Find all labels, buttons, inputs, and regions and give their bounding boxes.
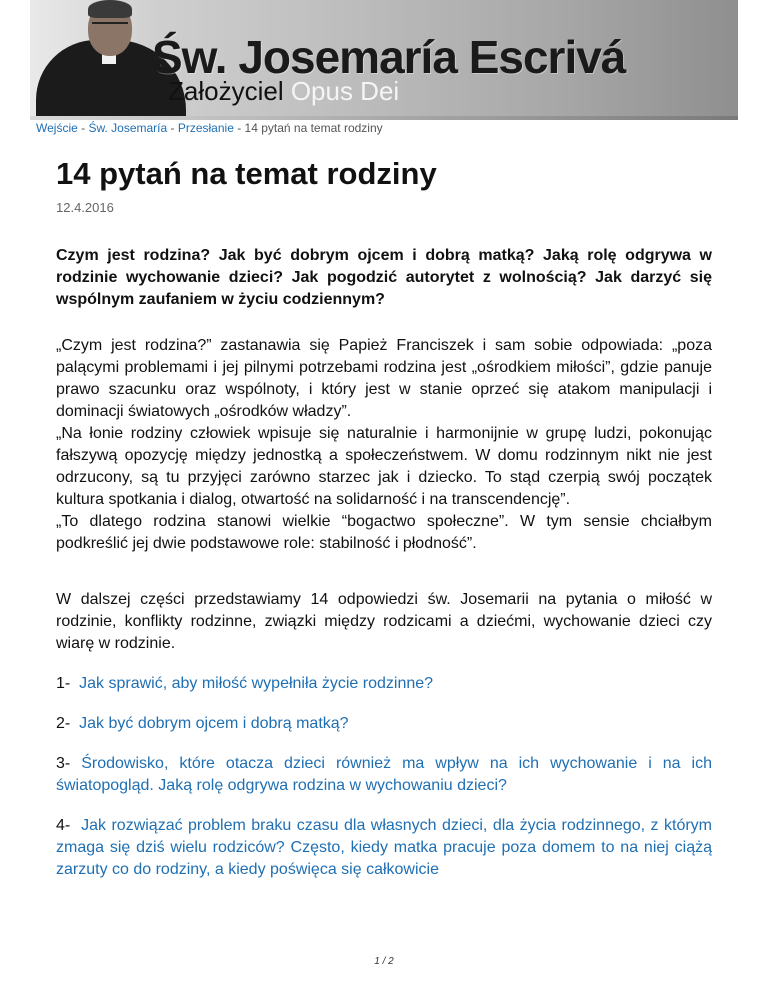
quote-paragraph: „Na łonie rodziny człowiek wpisuje się naturalnie i harmonijnie w grupę ludzi, pokonując fałszywą opozycję między jednostką a społeczeństwem. W domu rodzinnym nikt nie jest odrzucony, są tu przyjęci zarówno starzec jak i dziecko. To stąd czerpią swój początek kultura spotkania i dialog, otwartość na solidarność i na transcendencję”. bbox=[56, 425, 712, 508]
question-link-1[interactable]: Jak sprawić, aby miłość wypełniła życie rodzinne? bbox=[79, 675, 434, 692]
breadcrumb-home-link[interactable]: Wejście bbox=[36, 121, 78, 135]
pope-quote bbox=[56, 335, 712, 555]
question-item: 3- Środowisko, które otacza dzieci również ma wpływ na ich wychowanie i na ich światopogląd. Jaką rolę odgrywa rodzina w wychowaniu dzieci? bbox=[56, 755, 712, 794]
site-subtitle: Założyciel Opus Dei bbox=[168, 76, 400, 106]
page-title: 14 pytań na temat rodziny bbox=[56, 156, 437, 191]
quote-paragraph: „Czym jest rodzina?” zastanawia się Papież Franciszek i sam sobie odpowiada: „poza palącymi problemami i jej pilnymi potrzebami rodzina jest „ośrodkiem miłości”, gdzie panuje prawo szacunku oraz wspólnoty, i który jest w stanie oprzeć się atakom manipulacji i dominacji światowych „ośrodków władzy”. bbox=[56, 337, 712, 420]
question-link-4[interactable]: Jak rozwiązać problem braku czasu dla własnych dzieci, dla życia rodzinnego, z którym zmaga się dziś wielu rodziców? Często, kiedy matka pracuje poza domem to na niej ciążą zarzuty co do rodziny, a kiedy poświęca się całkowicie bbox=[56, 817, 713, 878]
question-link-2[interactable]: Jak być dobrym ojcem i dobrą matką? bbox=[79, 715, 349, 732]
question-item: 4- Jak rozwiązać problem braku czasu dla własnych dzieci, dla życia rodzinnego, z którym zmaga się dziś wielu rodziców? Często, kiedy matka pracuje poza domem to na niej ciążą zarzuty co do rodziny, a kiedy poświęca się całkowicie bbox=[56, 817, 713, 878]
article-date: 12.4.2016 bbox=[56, 200, 114, 215]
header-banner bbox=[30, 0, 738, 116]
breadcrumb-message-link[interactable]: Przesłanie bbox=[177, 121, 234, 135]
quote-paragraph: „To dlatego rodzina stanowi wielkie “bogactwo społeczne”. W tym sensie chciałbym podkreślić jej dwie podstawowe role: stabilność i płodność”. bbox=[56, 513, 712, 552]
question-item: 1- Jak sprawić, aby miłość wypełniła życie rodzinne? bbox=[56, 675, 434, 692]
site-title[interactable]: Św. Josemaría Escrivá bbox=[152, 31, 626, 83]
article-lead: Czym jest rodzina? Jak być dobrym ojcem i dobrą matką? Jaką rolę odgrywa w rodzinie wychowanie dzieci? Jak pogodzić autorytet z wolnością? Jak darzyć się wspólnym zaufaniem w życiu codziennym? bbox=[56, 247, 712, 308]
question-link-3[interactable]: Środowisko, które otacza dzieci również ma wpływ na ich wychowanie i na ich światopogląd. Jaką rolę odgrywa rodzina w wychowaniu dzieci? bbox=[56, 755, 712, 794]
breadcrumb: Wejście - Św. Josemaría - Przesłanie - 14 pytań na temat rodziny bbox=[36, 121, 383, 135]
article-intro: W dalszej części przedstawiamy 14 odpowiedzi św. Josemarii na pytania o miłość w rodzinie, konflikty rodzinne, związki między rodzicami a dziećmi, wychowanie dzieci czy wiarę w rodzinie. bbox=[56, 591, 712, 652]
breadcrumb-saint-link[interactable]: Św. Josemaría bbox=[88, 121, 168, 135]
page-indicator: 1 / 2 bbox=[374, 956, 394, 967]
breadcrumb-current: 14 pytań na temat rodziny bbox=[244, 121, 383, 135]
question-item: 2- Jak być dobrym ojcem i dobrą matką? bbox=[56, 715, 349, 732]
banner-divider bbox=[30, 116, 738, 120]
article bbox=[56, 152, 712, 881]
